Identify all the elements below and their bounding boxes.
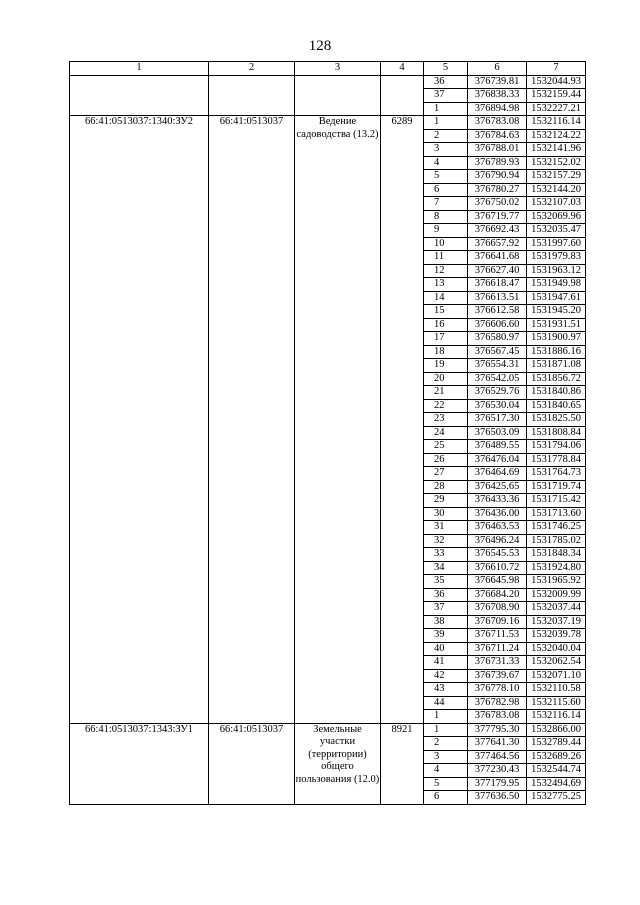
parent-plot-cell: 66:41:0513037 [209,116,295,724]
coord-y-cell: 1532144.20 [527,183,586,197]
coord-x-cell: 376618.47 [468,278,527,292]
coord-x-cell: 376719.77 [468,210,527,224]
coord-y-cell: 1532141.96 [527,143,586,157]
coord-y-cell: 1531965.92 [527,575,586,589]
coord-x-cell: 376530.04 [468,399,527,413]
coord-x-cell: 376463.53 [468,521,527,535]
coord-x-cell: 376464.69 [468,467,527,481]
coord-y-cell: 1531856.72 [527,372,586,386]
coord-x-cell: 376788.01 [468,143,527,157]
coord-y-cell: 1532544.74 [527,764,586,778]
point-number-cell: 21 [424,386,468,400]
point-number-cell: 1 [424,710,468,724]
point-number-cell: 6 [424,183,468,197]
coord-x-cell: 376476.04 [468,453,527,467]
coord-x-cell: 376496.24 [468,534,527,548]
coord-y-cell: 1532110.58 [527,683,586,697]
coord-x-cell: 376606.60 [468,318,527,332]
area-cell: 6289 [381,116,424,724]
coord-x-cell: 376784.63 [468,129,527,143]
table-header-row [70,62,586,76]
coord-y-cell: 1532866.00 [527,723,586,737]
coord-x-cell: 376750.02 [468,197,527,211]
coord-y-cell: 1531900.97 [527,332,586,346]
coord-x-cell: 377795.30 [468,723,527,737]
point-number-cell: 37 [424,602,468,616]
coord-x-cell: 376894.98 [468,102,527,116]
cadastral-number-cell: 66:41:0513037:1343:ЗУ1 [70,723,209,804]
point-number-cell: 24 [424,426,468,440]
coord-x-cell: 376517.30 [468,413,527,427]
coord-x-cell: 376613.51 [468,291,527,305]
coord-y-cell: 1531840.65 [527,399,586,413]
point-number-cell: 29 [424,494,468,508]
point-number-cell: 36 [424,75,468,89]
point-number-cell: 16 [424,318,468,332]
column-header: 5 [424,62,468,76]
permitted-use-cell: Ведение садоводства (13.2) [295,116,381,724]
permitted-use-cell: Земельные участки (территории) общего пользования (12.0) [295,723,381,804]
coord-x-cell: 376789.93 [468,156,527,170]
point-number-cell: 1 [424,102,468,116]
coord-x-cell: 376503.09 [468,426,527,440]
coord-x-cell: 376739.67 [468,669,527,683]
coord-y-cell: 1531713.60 [527,507,586,521]
column-header: 6 [468,62,527,76]
parent-plot-cell: 66:41:0513037 [209,723,295,804]
page-number: 128 [308,38,332,54]
point-number-cell: 4 [424,764,468,778]
coord-y-cell: 1532116.14 [527,710,586,724]
coord-y-cell: 1531808.84 [527,426,586,440]
point-number-cell: 34 [424,561,468,575]
coord-y-cell: 1532009.99 [527,588,586,602]
table-row [70,75,586,89]
area-cell [381,75,424,116]
point-number-cell: 22 [424,399,468,413]
coord-y-cell: 1532115.60 [527,696,586,710]
coord-x-cell: 376641.68 [468,251,527,265]
point-number-cell: 41 [424,656,468,670]
coord-y-cell: 1532157.29 [527,170,586,184]
coord-x-cell: 377641.30 [468,737,527,751]
coord-x-cell: 376692.43 [468,224,527,238]
coord-y-cell: 1531848.34 [527,548,586,562]
coord-x-cell: 376433.36 [468,494,527,508]
point-number-cell: 3 [424,750,468,764]
point-number-cell: 7 [424,197,468,211]
point-number-cell: 20 [424,372,468,386]
point-number-cell: 3 [424,143,468,157]
coord-x-cell: 376645.98 [468,575,527,589]
coord-y-cell: 1532775.25 [527,791,586,805]
coord-y-cell: 1532044.93 [527,75,586,89]
point-number-cell: 28 [424,480,468,494]
area-cell: 8921 [381,723,424,804]
column-header: 7 [527,62,586,76]
point-number-cell: 5 [424,170,468,184]
coord-y-cell: 1532116.14 [527,116,586,130]
point-number-cell: 26 [424,453,468,467]
coord-y-cell: 1532040.04 [527,642,586,656]
point-number-cell: 1 [424,116,468,130]
coord-y-cell: 1532062.54 [527,656,586,670]
point-number-cell: 2 [424,129,468,143]
coord-y-cell: 1531785.02 [527,534,586,548]
point-number-cell: 31 [424,521,468,535]
coord-x-cell: 376554.31 [468,359,527,373]
coord-x-cell: 376782.98 [468,696,527,710]
coord-y-cell: 1532152.02 [527,156,586,170]
coord-x-cell: 377179.95 [468,777,527,791]
point-number-cell: 30 [424,507,468,521]
column-header: 3 [295,62,381,76]
coord-x-cell: 376610.72 [468,561,527,575]
point-number-cell: 27 [424,467,468,481]
parent-plot-cell [209,75,295,116]
coord-y-cell: 1532159.44 [527,89,586,103]
coord-y-cell: 1532069.96 [527,210,586,224]
coord-y-cell: 1532037.19 [527,615,586,629]
coord-x-cell: 376542.05 [468,372,527,386]
coord-y-cell: 1531979.83 [527,251,586,265]
coord-x-cell: 376790.94 [468,170,527,184]
coord-y-cell: 1532124.22 [527,129,586,143]
permitted-use-cell [295,75,381,116]
coord-y-cell: 1531931.51 [527,318,586,332]
point-number-cell: 10 [424,237,468,251]
coord-x-cell: 376657.92 [468,237,527,251]
point-number-cell: 13 [424,278,468,292]
coord-x-cell: 376778.10 [468,683,527,697]
coord-y-cell: 1532035.47 [527,224,586,238]
point-number-cell: 39 [424,629,468,643]
point-number-cell: 44 [424,696,468,710]
point-number-cell: 37 [424,89,468,103]
coord-x-cell: 376731.33 [468,656,527,670]
coord-y-cell: 1532039.78 [527,629,586,643]
coord-y-cell: 1531825.50 [527,413,586,427]
coord-x-cell: 376838.33 [468,89,527,103]
point-number-cell: 4 [424,156,468,170]
coord-y-cell: 1531997.60 [527,237,586,251]
coord-y-cell: 1531963.12 [527,264,586,278]
coord-y-cell: 1532689.26 [527,750,586,764]
column-header: 1 [70,62,209,76]
table-row [70,116,586,130]
coord-x-cell: 376436.00 [468,507,527,521]
coord-x-cell: 376708.90 [468,602,527,616]
coord-y-cell: 1531794.06 [527,440,586,454]
coord-y-cell: 1531719.74 [527,480,586,494]
point-number-cell: 1 [424,723,468,737]
point-number-cell: 23 [424,413,468,427]
coord-x-cell: 376612.58 [468,305,527,319]
point-number-cell: 42 [424,669,468,683]
coord-x-cell: 376711.53 [468,629,527,643]
column-header: 4 [381,62,424,76]
coord-y-cell: 1532494.69 [527,777,586,791]
coord-y-cell: 1531778.84 [527,453,586,467]
point-number-cell: 14 [424,291,468,305]
point-number-cell: 12 [424,264,468,278]
coord-x-cell: 376580.97 [468,332,527,346]
point-number-cell: 19 [424,359,468,373]
coord-y-cell: 1532071.10 [527,669,586,683]
coord-x-cell: 376711.24 [468,642,527,656]
point-number-cell: 35 [424,575,468,589]
coord-y-cell: 1532227.21 [527,102,586,116]
point-number-cell: 25 [424,440,468,454]
coord-x-cell: 376425.65 [468,480,527,494]
coordinates-table [69,61,586,805]
coord-x-cell: 376684.20 [468,588,527,602]
point-number-cell: 17 [424,332,468,346]
coord-x-cell: 377464.56 [468,750,527,764]
coord-y-cell: 1531840.86 [527,386,586,400]
coord-x-cell: 376545.53 [468,548,527,562]
point-number-cell: 32 [424,534,468,548]
point-number-cell: 40 [424,642,468,656]
point-number-cell: 15 [424,305,468,319]
coord-y-cell: 1531715.42 [527,494,586,508]
point-number-cell: 33 [424,548,468,562]
coord-x-cell: 376529.76 [468,386,527,400]
coord-y-cell: 1531886.16 [527,345,586,359]
coord-y-cell: 1531949.98 [527,278,586,292]
point-number-cell: 18 [424,345,468,359]
point-number-cell: 5 [424,777,468,791]
coord-y-cell: 1531947.61 [527,291,586,305]
coord-y-cell: 1531764.73 [527,467,586,481]
coord-x-cell: 376783.08 [468,710,527,724]
coord-x-cell: 376709.16 [468,615,527,629]
point-number-cell: 38 [424,615,468,629]
coord-y-cell: 1532037.44 [527,602,586,616]
point-number-cell: 43 [424,683,468,697]
coord-y-cell: 1531746.25 [527,521,586,535]
coord-x-cell: 377636.50 [468,791,527,805]
coord-x-cell: 376567.45 [468,345,527,359]
coord-x-cell: 376780.27 [468,183,527,197]
column-header: 2 [209,62,295,76]
point-number-cell: 11 [424,251,468,265]
coord-x-cell: 376489.55 [468,440,527,454]
coord-x-cell: 376627.40 [468,264,527,278]
point-number-cell: 6 [424,791,468,805]
coord-x-cell: 377230.43 [468,764,527,778]
coord-y-cell: 1531945.20 [527,305,586,319]
coord-y-cell: 1532789.44 [527,737,586,751]
coord-x-cell: 376783.08 [468,116,527,130]
point-number-cell: 8 [424,210,468,224]
point-number-cell: 36 [424,588,468,602]
point-number-cell: 2 [424,737,468,751]
point-number-cell: 9 [424,224,468,238]
table-row [70,723,586,737]
cadastral-number-cell: 66:41:0513037:1340:ЗУ2 [70,116,209,724]
coord-y-cell: 1531924.80 [527,561,586,575]
coord-y-cell: 1532107.03 [527,197,586,211]
cadastral-number-cell [70,75,209,116]
coord-x-cell: 376739.81 [468,75,527,89]
coord-y-cell: 1531871.08 [527,359,586,373]
